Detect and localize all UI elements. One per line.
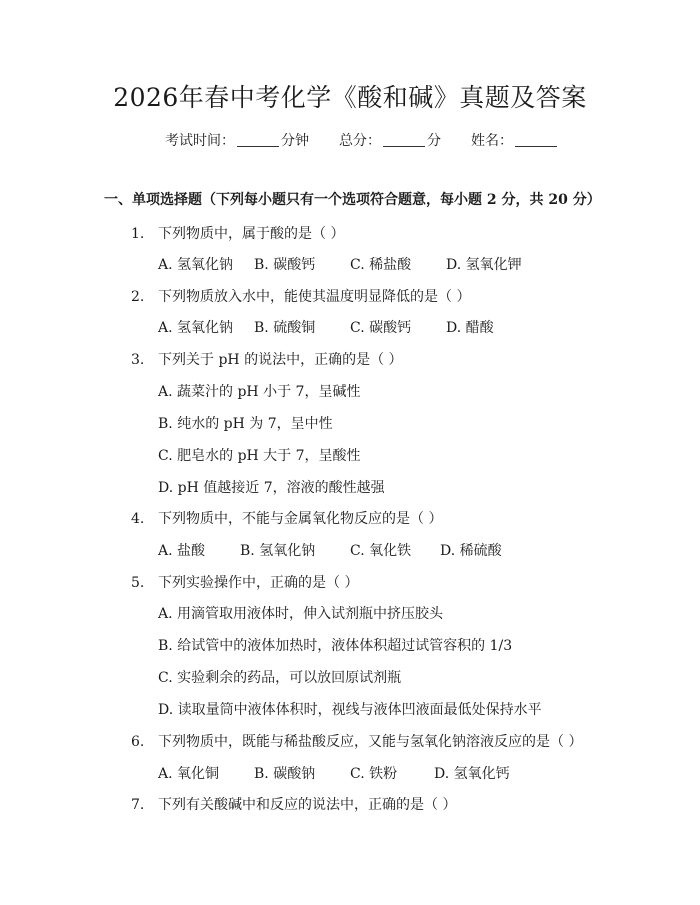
option-a: A. 氧化铜 — [158, 766, 220, 782]
option-d: D. 氢氧化钙 — [434, 766, 510, 782]
option-b: B. 纯水的 pH 为 7，呈中性 — [158, 416, 333, 432]
option-d: D. 氢氧化钾 — [446, 257, 522, 273]
option-d: D. 读取量筒中液体体积时，视线与液体凹液面最低处保持水平 — [158, 702, 542, 718]
option-a: A. 盐酸 — [158, 543, 206, 559]
question-1 — [131, 223, 344, 245]
option-d: D. 稀硫酸 — [440, 543, 502, 559]
question-number: 5. — [131, 575, 145, 591]
option-c: C. 稀盐酸 — [350, 257, 412, 273]
time-blank — [237, 132, 279, 147]
option-b: B. 氢氧化钠 — [240, 543, 316, 559]
time-label: 考试时间： — [165, 133, 235, 149]
exam-info-line — [165, 130, 559, 152]
question-4-options — [158, 540, 502, 562]
question-1-options — [158, 254, 522, 276]
option-b: B. 碳酸钙 — [254, 257, 316, 273]
option-a: A. 用滴管取用液体时，伸入试剂瓶中挤压胶头 — [158, 606, 444, 622]
option-a: A. 氢氧化钠 — [158, 257, 234, 273]
question-number: 6. — [131, 734, 145, 750]
question-text: 下列关于 pH 的说法中，正确的是（ ） — [158, 352, 403, 368]
option-c: C. 氧化铁 — [350, 543, 412, 559]
question-number: 3. — [131, 352, 145, 368]
question-6 — [131, 731, 582, 753]
question-text: 下列物质中，不能与金属氧化物反应的是（ ） — [158, 511, 443, 527]
question-text: 下列实验操作中，正确的是（ ） — [158, 575, 359, 591]
score-unit: 分 — [427, 133, 441, 149]
page-title: 2026年春中考化学《酸和碱》真题及答案 — [113, 83, 587, 112]
option-b: B. 碳酸钠 — [254, 766, 316, 782]
question-text: 下列物质放入水中，能使其温度明显降低的是（ ） — [158, 289, 471, 305]
option-d: D. pH 值越接近 7，溶液的酸性越强 — [158, 480, 385, 496]
option-c: C. 肥皂水的 pH 大于 7，呈酸性 — [158, 448, 361, 464]
option-c: C. 铁粉 — [350, 766, 398, 782]
question-text: 下列物质中，既能与稀盐酸反应，又能与氢氧化钠溶液反应的是（ ） — [158, 734, 583, 750]
question-2-options — [158, 317, 494, 339]
option-b: B. 硫酸铜 — [254, 320, 316, 336]
option-a: A. 蔬菜汁的 pH 小于 7，呈碱性 — [158, 384, 361, 400]
time-unit: 分钟 — [281, 133, 309, 149]
question-5 — [131, 572, 358, 594]
option-a: A. 氢氧化钠 — [158, 320, 234, 336]
section-heading: 一、单项选择题（下列每小题只有一个选项符合题意，每小题 2 分，共 20 分） — [104, 192, 601, 208]
question-number: 7. — [131, 797, 145, 813]
option-c: C. 实验剩余的药品，可以放回原试剂瓶 — [158, 670, 402, 686]
question-number: 2. — [131, 289, 145, 305]
name-blank — [515, 132, 557, 147]
question-text: 下列物质中，属于酸的是（ ） — [158, 226, 345, 242]
question-number: 4. — [131, 511, 145, 527]
option-d: D. 醋酸 — [446, 320, 494, 336]
name-label: 姓名： — [471, 133, 513, 149]
question-text: 下列有关酸碱中和反应的说法中，正确的是（ ） — [158, 797, 457, 813]
question-7 — [131, 794, 456, 816]
score-label: 总分： — [339, 133, 381, 149]
option-b: B. 给试管中的液体加热时，液体体积超过试管容积的 1/3 — [158, 638, 513, 654]
question-2 — [131, 286, 470, 308]
question-4 — [131, 508, 442, 530]
question-number: 1. — [131, 226, 145, 242]
score-blank — [383, 132, 425, 147]
question-6-options — [158, 763, 510, 785]
question-3 — [131, 349, 403, 371]
option-c: C. 碳酸钙 — [350, 320, 412, 336]
